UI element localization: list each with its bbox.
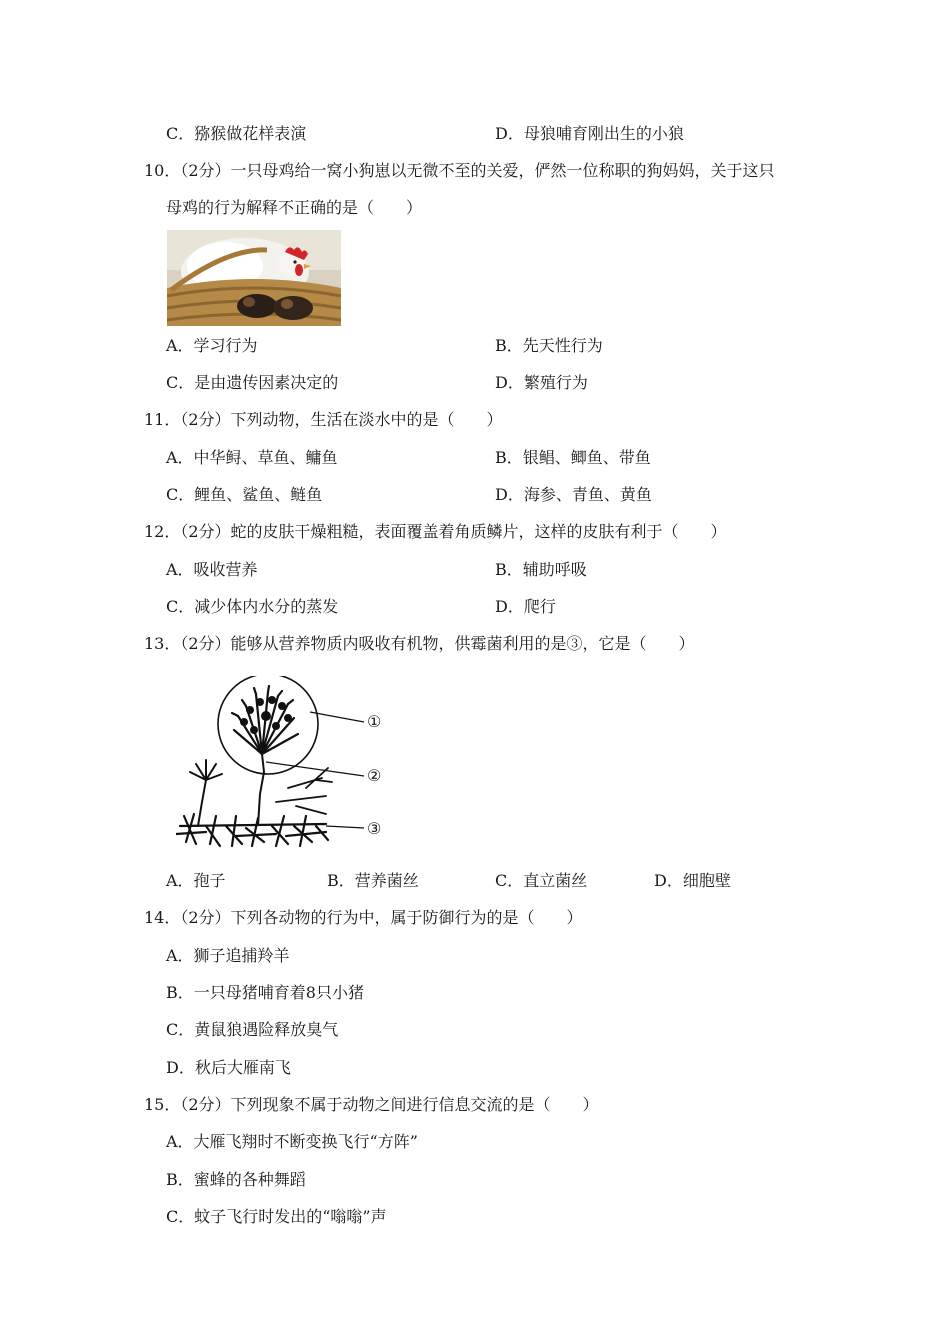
q9-option-c: C．猕猴做花样表演	[166, 124, 307, 143]
q12-option-c: C．减少体内水分的蒸发	[166, 597, 339, 616]
q9-option-d: D．母狼哺育刚出生的小狼	[495, 124, 684, 143]
q14-option-a: A．狮子追捕羚羊	[166, 946, 290, 965]
q13-option-b: B．营养菌丝	[327, 871, 419, 890]
q13-stem: 13．（2分）能够从营养物质内吸收有机物，供霉菌利用的是③，它是（ ）	[144, 634, 695, 653]
hen-with-puppies-illustration	[167, 230, 341, 326]
q13-option-c: C．直立菌丝	[495, 871, 588, 890]
q12-option-b: B．辅助呼吸	[495, 560, 587, 579]
q12-option-a: A．吸收营养	[166, 560, 258, 579]
q14-option-c: C．黄鼠狼遇险释放臭气	[166, 1020, 339, 1039]
q13-option-a: A．孢子	[166, 871, 226, 890]
hen-with-puppies-photo	[167, 230, 341, 326]
q15-stem: 15．（2分）下列现象不属于动物之间进行信息交流的是（ ）	[144, 1095, 599, 1114]
label-circled-1: ①	[367, 712, 382, 731]
label-circled-3: ③	[367, 819, 382, 838]
label-circled-2: ②	[367, 766, 382, 785]
q12-stem: 12．（2分）蛇的皮肤干燥粗糙，表面覆盖着角质鳞片，这样的皮肤有利于（ ）	[144, 522, 727, 541]
q11-option-b: B．银鲳、鲫鱼、带鱼	[495, 448, 651, 467]
q10-option-d: D．繁殖行为	[495, 373, 588, 392]
q10-stem-line2: 母鸡的行为解释不正确的是（ ）	[166, 198, 423, 217]
q10-stem-line1: 10．（2分）一只母鸡给一窝小狗崽以无微不至的关爱，俨然一位称职的狗妈妈，关于这只	[144, 161, 775, 180]
q10-option-c: C．是由遗传因素决定的	[166, 373, 339, 392]
mold-structure-diagram	[176, 676, 396, 854]
q11-option-d: D．海参、青鱼、黄鱼	[495, 485, 652, 504]
q11-option-a: A．中华鲟、草鱼、鳙鱼	[166, 448, 338, 467]
q15-option-b: B．蜜蜂的各种舞蹈	[166, 1170, 306, 1189]
q14-stem: 14．（2分）下列各动物的行为中，属于防御行为的是（ ）	[144, 908, 583, 927]
q14-option-b: B．一只母猪哺育着8只小猪	[166, 983, 364, 1002]
q15-option-c: C．蚊子飞行时发出的“嗡嗡”声	[166, 1207, 387, 1226]
q11-option-c: C．鲤鱼、鲨鱼、鲢鱼	[166, 485, 323, 504]
mold-structure-drawing	[176, 676, 396, 854]
q11-stem: 11．（2分）下列动物，生活在淡水中的是（ ）	[144, 410, 503, 429]
q15-option-a: A．大雁飞翔时不断变换飞行“方阵”	[166, 1132, 418, 1151]
q10-option-a: A．学习行为	[166, 336, 258, 355]
q13-option-d: D．细胞壁	[654, 871, 731, 890]
q12-option-d: D．爬行	[495, 597, 556, 616]
q10-option-b: B．先天性行为	[495, 336, 603, 355]
q14-option-d: D．秋后大雁南飞	[166, 1058, 291, 1077]
